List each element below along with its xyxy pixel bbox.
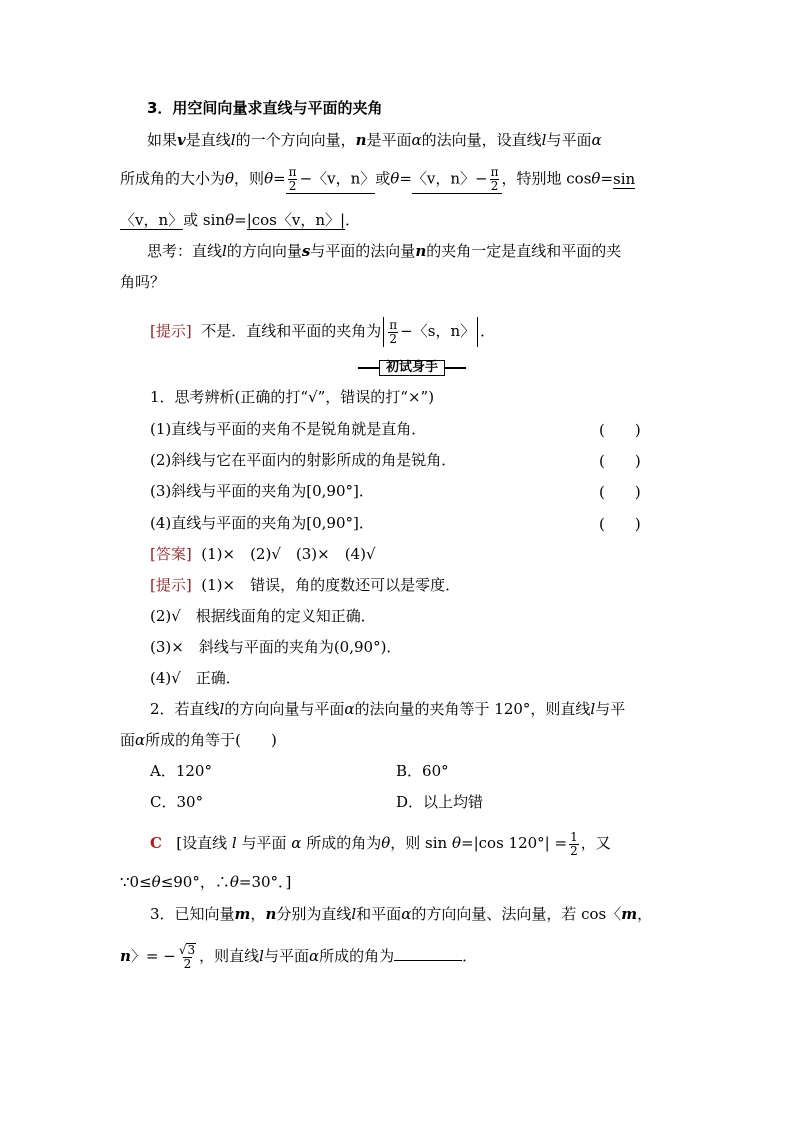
pi-over-2: $\frac{\pi}{2}$ [490,165,499,193]
section-heading: 3．用空间向量求直线与平面的夹角 [147,99,383,117]
q1-item: (3)斜线与平面的夹角为[0,90°]． [150,482,374,500]
one-half: $\frac{1}{2}$ [570,829,578,858]
q1-hint: (4)√ 正确． [150,669,241,687]
think-question-line-2: 角吗？ [120,273,166,291]
q1-item: (1)直线与平面的夹角不是锐角就是直角． [150,420,427,438]
think-hint: [提示] 不是．直线和平面的夹角为 $\frac{\pi}{2}$ −〈s，n〉 ． [150,317,496,346]
q1-answer-paren: ( ) [599,483,641,501]
q1-answer-paren: ( ) [599,452,641,470]
sqrt3-over-2: $\frac{√3}{2}$ [178,943,196,971]
answer-blank[interactable] [394,946,462,961]
definition-line-1: 如果v是直线l的一个方向向量，n是平面α的法向量，设直线l与平面α [147,131,602,149]
q2-option-b: B．60° [396,762,449,780]
q2-option-d: D．以上均错 [396,793,484,811]
q1-hint: [提示] (1)× 错误，角的度数还可以是零度． [150,576,461,594]
section-badge: 初试身手 [358,360,466,376]
definition-line-3: 〈v，n〉或 sinθ=|cos〈v，n〉|． [120,211,361,229]
q3-stem-line-2: n〉= − $\frac{√3}{2}$ ，则直线l与平面α所成的角为 ． [120,943,478,971]
q1-hint: (3)× 斜线与平面的夹角为(0,90°)． [150,638,402,656]
think-question-line-1: 思考：直线l的方向向量s与平面的法向量n的夹角一定是直线和平面的夹 [147,242,622,260]
q3-stem-line-1: 3．已知向量m，n分别为直线l和平面α的方向向量、法向量，若 cos〈m， [150,905,653,923]
q2-solution-line-2: ∵0≤θ≤90°，∴θ=30°．] [120,873,292,891]
formula-complement: $\frac{\pi}{2}$ −〈v，n〉 [286,166,376,194]
definition-line-2: 所成角的大小为θ，则θ= $\frac{\pi}{2}$ −〈v，n〉或θ=〈v，n〉− $\frac{\pi}{2}$ ，特别地 cosθ=sin [120,165,636,193]
q1-answer: [答案] (1)× (2)√ (3)× (4)√ [150,545,376,563]
q1-hint: (2)√ 根据线面角的定义知正确． [150,607,376,625]
q2-solution-line-1: C [设直线 l 与平面 α 所成的角为θ，则 sin θ=|cos 120°| = $\frac{1}{2}$ ，又 [150,829,611,858]
q2-stem-line-2: 面α所成的角等于( ) [120,731,277,749]
q1-answer-paren: ( ) [599,515,641,533]
q2-option-a: A．120° [150,762,212,780]
formula-difference: 〈v，n〉− $\frac{\pi}{2}$ [412,166,502,194]
q1-answer-paren: ( ) [599,421,641,439]
q2-stem-line-1: 2．若直线l的方向向量与平面α的法向量的夹角等于 120°，则直线l与平 [150,700,626,718]
q1-item: (4)直线与平面的夹角为[0,90°]． [150,514,374,532]
pi-over-2: $\frac{\pi}{2}$ [288,165,297,193]
q1-stem: 1．思考辨析(正确的打“√”，错误的打“×”) [150,388,435,406]
q1-item: (2)斜线与它在平面内的射影所成的角是锐角． [150,451,457,469]
q2-option-c: C．30° [150,793,204,811]
pi-over-2: $\frac{\pi}{2}$ [389,317,398,346]
